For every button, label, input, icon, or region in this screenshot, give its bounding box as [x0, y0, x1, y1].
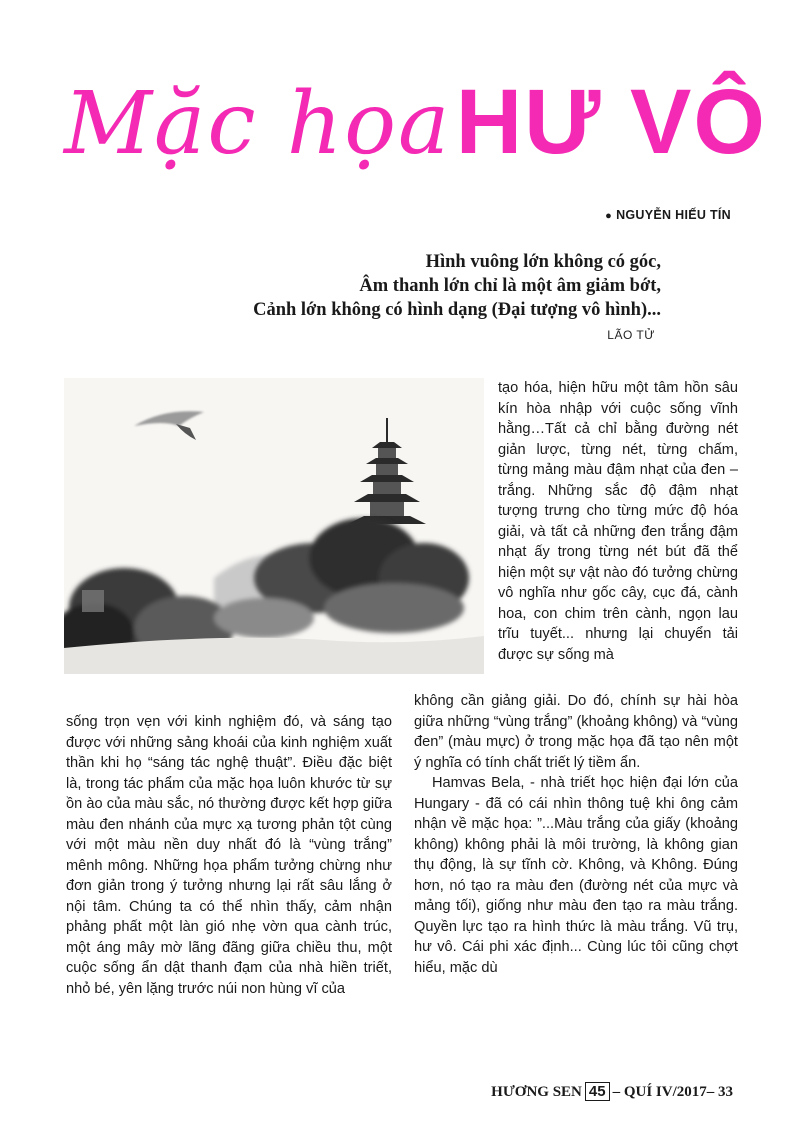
magazine-name: HƯƠNG SEN: [491, 1084, 582, 1100]
epigraph-line: Cảnh lớn không có hình dạng (Đại tượng vô hình)...: [253, 300, 661, 320]
author-name: NGUYỄN HIẾU TÍN: [616, 208, 731, 222]
page-number: 33: [718, 1084, 733, 1100]
paragraph: sống trọn vẹn với kinh nghiệm đó, và sáng tạo được với những sảng khoái của kinh nghiệm xuất thần khi họ “sáng tác nghệ thuật”. Điều đặc biệt là, trong tác phẩm của mặc họa luôn khước từ sự ồn ào của màu sắc, nó thường được kết hợp giữa màu đen nhánh của mực xạ tương phản tột cùng với một màu nền duy nhất đó là “vùng trắng” mênh mông. Những họa phẩm tưởng chừng như đơn giản trong ý tưởng nhưng lại rất sâu lắng ở nội tâm. Chúng ta có thể nhìn thấy, cảm nhận phảng phất một làn gió nhẹ vờn qua cành trúc, một áng mây mờ lãng đãng giữa chiều thu, một cuộc sống ẩn dật thanh đạm của nhà hiền triết, nhỏ bé, yên lặng trước núi non hùng vĩ của: [66, 714, 392, 997]
ink-painting-illustration: [64, 378, 484, 674]
bullet-icon: ●: [605, 210, 613, 222]
epigraph-line: Âm thanh lớn chỉ là một âm giảm bớt,: [359, 276, 661, 296]
paragraph: không cần giảng giải. Do đó, chính sự hài hòa giữa những “vùng trắng” (khoảng không) và “vùng đen” (màu mực) ở trong mặc họa đã tạo nên một ý nghĩa có tính chất triết lý tiềm ẩn.: [414, 693, 738, 771]
paragraph: tạo hóa, hiện hữu một tâm hồn sâu kín hòa nhập với cuộc sống vĩnh hằng…Tất cả chỉ bằng đường nét giản lược, từng nét, từng chấm, từng mảng màu đậm nhạt của đen – trắng. Những sắc độ đậm nhạt tượng trưng cho từng mức độ hóa giải, và tất cả những đen trắng đậm nhạt ấy trong từng nét bút đã thể hiện một sự vật nào đó tưởng chừng vô nghĩa như gốc cây, cục đá, cành hoa, con chim trên cành, ngọn lau trĩu tuyết... nhưng lại chuyển tải được sự sống mà: [498, 380, 738, 663]
body-text-left-column: [66, 712, 392, 999]
body-text-right-column: [414, 691, 738, 978]
issue-number: 45: [585, 1082, 610, 1101]
author-byline: [605, 208, 731, 222]
page-footer: [491, 1082, 733, 1101]
body-text-right-top: [498, 378, 738, 665]
ink-painting-image: [64, 378, 484, 674]
issue-quarter: – QUÍ IV/2017–: [612, 1084, 715, 1100]
article-title: [64, 70, 767, 190]
paragraph: Hamvas Bela, - nhà triết học hiện đại lớn của Hungary - đã có cái nhìn thông tuệ khi ông cảm nhận về mặc họa: ”...Màu trắng của giấy (khoảng không) không phải là môi trường, là không gian thụ động, là sự tĩnh cờ. Không, và Không. Đúng hơn, nó tạo ra màu đen (đường nét của mực và mảng tối), giống như màu đen tạo ra màu trắng. Quyền lực tạo ra hình thức là màu trắng. Vũ trụ, hư vô. Cái phi xác định... Cùng lúc tôi cũng chợt hiểu, mặc dù: [414, 775, 738, 976]
title-caps-part: HƯ VÔ: [455, 71, 767, 173]
epigraph: [61, 250, 661, 322]
epigraph-line: Hình vuông lớn không có góc,: [425, 252, 661, 272]
title-script-part: Mặc họa: [64, 74, 452, 174]
epigraph-attribution: LÃO TỬ: [607, 328, 655, 342]
